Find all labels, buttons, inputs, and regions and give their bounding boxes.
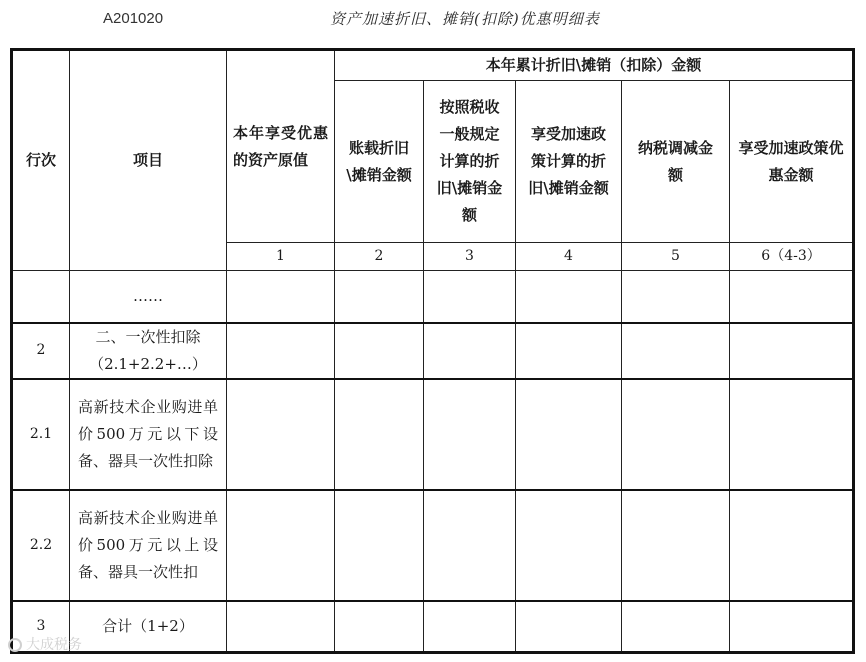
header-tax-reduction: 纳税调减金额	[622, 81, 730, 243]
cell	[730, 271, 854, 323]
row-item: 二、一次性扣除（2.1+2.2+…）	[70, 323, 227, 379]
cell	[516, 601, 622, 653]
detail-table	[10, 48, 855, 654]
row-no: 2	[12, 323, 70, 379]
cell	[516, 379, 622, 490]
row-no: 2.2	[12, 490, 70, 601]
header-accelerated-amount: 享受加速政策计算的折旧\摊销金额	[516, 81, 622, 243]
table-row	[12, 490, 854, 601]
table-row	[12, 271, 854, 323]
cell	[424, 323, 516, 379]
form-title: 资产加速折旧、摊销(扣除)优惠明细表	[330, 10, 600, 28]
cell	[227, 271, 335, 323]
row-item: 合计（1+2）	[70, 601, 227, 653]
cell	[227, 490, 335, 601]
cell	[227, 379, 335, 490]
row-no: 2.1	[12, 379, 70, 490]
row-item: 高新技术企业购进单价500万元以下设备、器具一次性扣除	[70, 379, 227, 490]
col-num-4: 4	[516, 243, 622, 271]
row-item: 高新技术企业购进单价500万元以上设备、器具一次性扣	[70, 490, 227, 601]
cell	[622, 490, 730, 601]
col-num-2: 2	[335, 243, 424, 271]
col-num-5: 5	[622, 243, 730, 271]
header-row-no: 行次	[12, 50, 70, 271]
cell	[424, 601, 516, 653]
cell	[424, 379, 516, 490]
cell	[622, 379, 730, 490]
cell	[622, 601, 730, 653]
row-no: 3	[12, 601, 70, 653]
table-row	[12, 323, 854, 379]
cell	[730, 379, 854, 490]
col-num-3: 3	[424, 243, 516, 271]
header-preferential: 享受加速政策优惠金额	[730, 81, 854, 243]
cell	[730, 490, 854, 601]
cell	[730, 601, 854, 653]
table-row	[12, 379, 854, 490]
cell	[227, 323, 335, 379]
cell	[335, 271, 424, 323]
cell	[516, 271, 622, 323]
form-code: A201020	[103, 10, 164, 27]
header-group-title: 本年累计折旧\摊销（扣除）金额	[335, 50, 854, 81]
row-item: ……	[70, 271, 227, 323]
cell	[516, 490, 622, 601]
col-num-6: 6（4-3）	[730, 243, 854, 271]
row-no	[12, 271, 70, 323]
header-item: 项目	[70, 50, 227, 271]
header-general-amount: 按照税收一般规定计算的折旧\摊销金额	[424, 81, 516, 243]
cell	[516, 323, 622, 379]
watermark	[8, 634, 82, 654]
cell	[622, 271, 730, 323]
cell	[730, 323, 854, 379]
cell	[227, 601, 335, 653]
cell	[424, 490, 516, 601]
cell	[335, 379, 424, 490]
watermark-logo-icon	[8, 638, 22, 652]
cell	[622, 323, 730, 379]
header-asset-value: 本年享受优惠的资产原值	[227, 50, 335, 243]
table-row	[12, 601, 854, 653]
cell	[335, 601, 424, 653]
watermark-text: 大成税务	[26, 637, 82, 653]
cell	[424, 271, 516, 323]
cell	[335, 323, 424, 379]
col-num-1: 1	[227, 243, 335, 271]
header-book-amount: 账载折旧\摊销金额	[335, 81, 424, 243]
cell	[335, 490, 424, 601]
